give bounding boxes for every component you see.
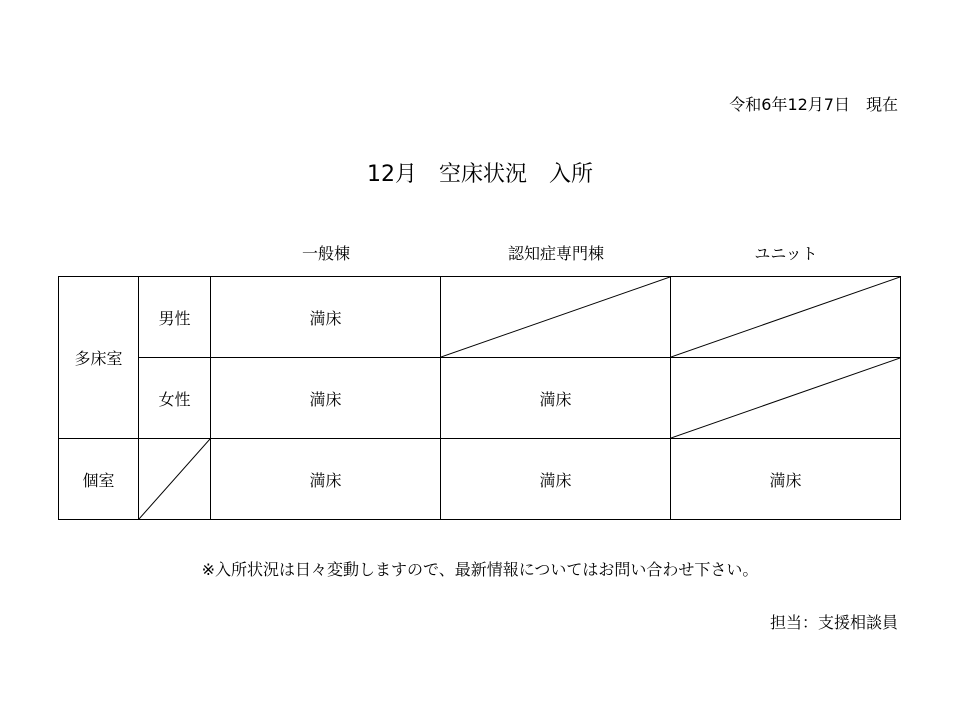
diagonal-slash [441, 277, 670, 357]
cell-multi-male-general: 満床 [211, 277, 441, 358]
row-header-male: 男性 [139, 277, 211, 358]
table-row [59, 358, 901, 439]
page-title: 12月 空床状況 入所 [367, 162, 593, 187]
contact-staff: 担当：支援相談員 [769, 613, 898, 632]
cell-private-general: 満床 [211, 439, 441, 520]
table-row [59, 277, 901, 358]
row-header-multi-bed: 多床室 [59, 277, 139, 439]
cell-multi-female-dementia: 満床 [441, 358, 671, 439]
diagonal-slash [139, 439, 210, 519]
row-header-female: 女性 [139, 358, 211, 439]
column-header-unit: ユニット [754, 244, 818, 263]
bed-availability-table [58, 276, 901, 520]
table-row [59, 439, 901, 520]
cell-not-applicable [671, 358, 901, 439]
cell-private-unit: 満床 [671, 439, 901, 520]
availability-note: ※入所状況は日々変動しますので、最新情報についてはお問い合わせ下さい。 [201, 560, 759, 579]
column-header-general: 一般棟 [301, 244, 350, 263]
cell-not-applicable [139, 439, 211, 520]
cell-multi-female-general: 満床 [211, 358, 441, 439]
report-date: 令和6年12月7日 現在 [729, 95, 898, 114]
column-header-dementia: 認知症専門棟 [507, 244, 604, 263]
cell-not-applicable [671, 277, 901, 358]
diagonal-slash [671, 277, 900, 357]
diagonal-slash [671, 358, 900, 438]
row-header-private: 個室 [59, 439, 139, 520]
cell-not-applicable [441, 277, 671, 358]
cell-private-dementia: 満床 [441, 439, 671, 520]
